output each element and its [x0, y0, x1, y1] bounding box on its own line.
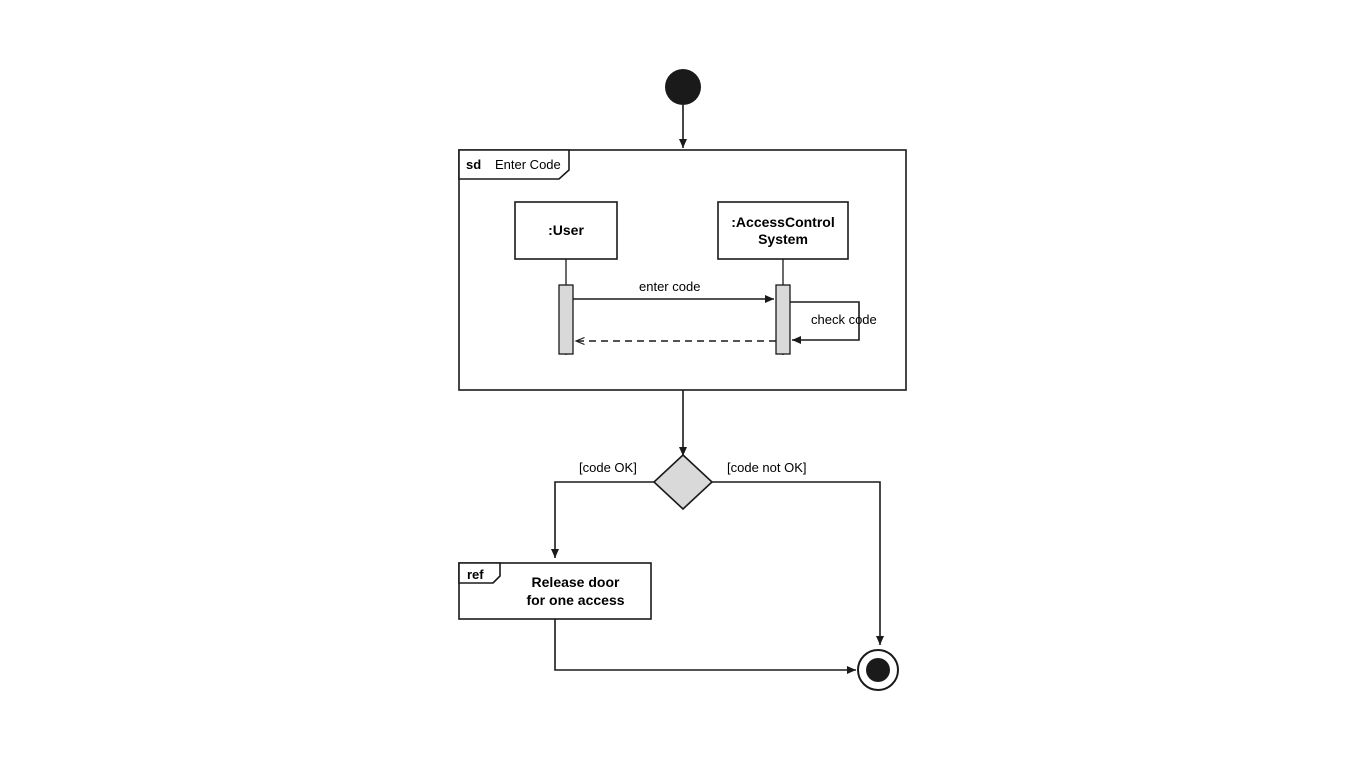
- message-label-enter-code: enter code: [639, 279, 701, 294]
- guard-label-code-ok: [code OK]: [579, 460, 637, 475]
- message-label-check-code: check code: [811, 312, 877, 327]
- interaction-frame: [459, 150, 906, 390]
- edge-decision-to-final: [712, 482, 880, 645]
- activity-final-node-inner: [866, 658, 890, 682]
- lifeline-label-user: :User: [548, 222, 584, 239]
- lifeline-label-line1: :AccessControl: [731, 214, 835, 231]
- frame-name-label: Enter Code: [495, 157, 561, 172]
- guard-label-code-not-ok: [code not OK]: [727, 460, 807, 475]
- ref-body-line1: Release door: [531, 573, 620, 590]
- ref-fragment-body: [500, 563, 651, 619]
- activation-bar-user: [559, 285, 573, 354]
- activation-bar-accesscontrolsystem: [776, 285, 790, 354]
- ref-body-line2: for one access: [526, 592, 625, 608]
- ref-tag-label: ref: [467, 567, 484, 582]
- edge-ref-to-final: [555, 619, 856, 670]
- lifeline-label-accesscontrolsystem: [718, 202, 848, 259]
- edge-decision-to-ref: [555, 482, 654, 558]
- initial-node: [665, 69, 701, 105]
- frame-tag-label: sd: [466, 157, 482, 172]
- lifeline-label-line2: System: [758, 230, 808, 247]
- decision-node: [654, 455, 712, 509]
